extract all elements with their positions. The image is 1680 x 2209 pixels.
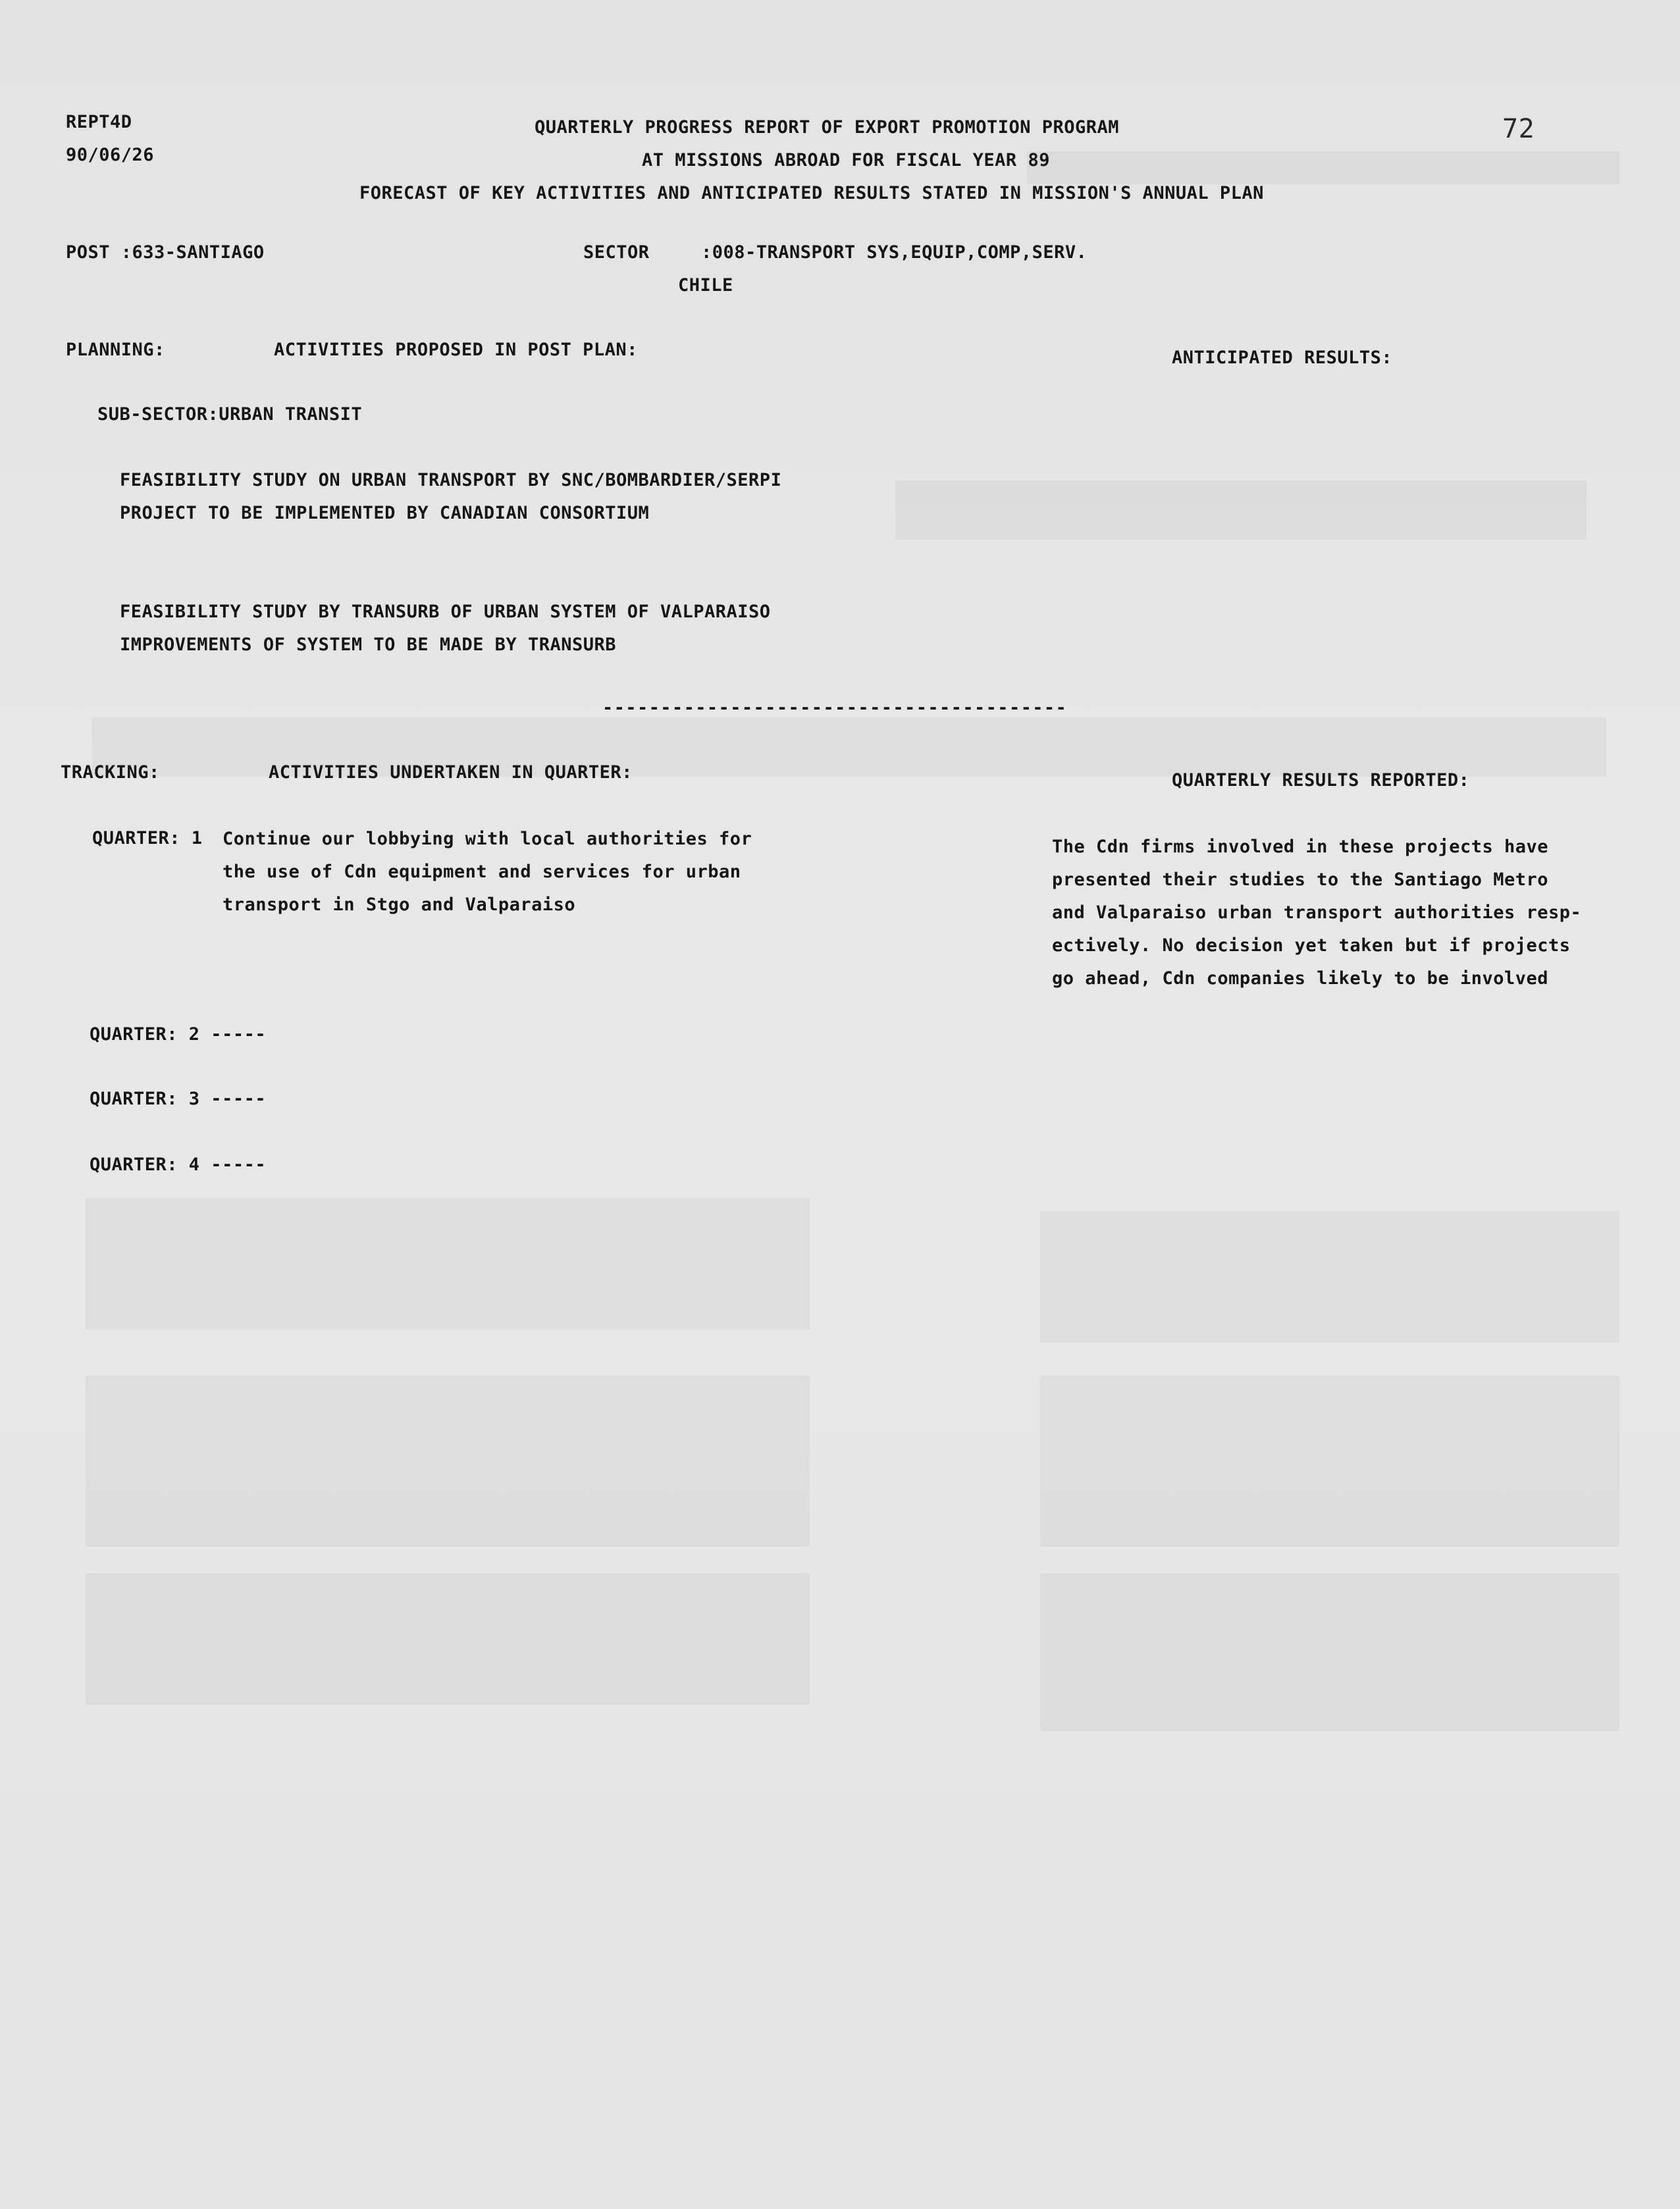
sector-value: :008-TRANSPORT SYS,EQUIP,COMP,SERV. bbox=[701, 242, 1088, 263]
quarter1-label: QUARTER: 1 bbox=[92, 828, 203, 848]
planning-activities-heading: ACTIVITIES PROPOSED IN POST PLAN: bbox=[274, 340, 638, 360]
quarter3: QUARTER: 3 ----- bbox=[90, 1089, 267, 1109]
section-divider: ---------------------------------------- bbox=[602, 698, 1068, 718]
planning-item1-line2: PROJECT TO BE IMPLEMENTED BY CANADIAN CONSORTIUM bbox=[120, 503, 650, 523]
anticipated-results-heading: ANTICIPATED RESULTS: bbox=[1172, 348, 1393, 368]
tracking-label: TRACKING: bbox=[61, 762, 160, 783]
sector-label: SECTOR bbox=[583, 242, 650, 263]
report-title-line3: FORECAST OF KEY ACTIVITIES AND ANTICIPATED RESULTS STATED IN MISSION'S ANNUAL PLAN bbox=[359, 183, 1264, 203]
planning-item1-line1: FEASIBILITY STUDY ON URBAN TRANSPORT BY SNC/BOMBARDIER/SERPI bbox=[120, 470, 782, 490]
bleed-through-mark bbox=[1040, 1211, 1619, 1343]
bleed-through-mark bbox=[895, 481, 1587, 540]
country: CHILE bbox=[678, 275, 733, 296]
quarterly-results-heading: QUARTERLY RESULTS REPORTED: bbox=[1172, 770, 1470, 791]
planning-item2-line1: FEASIBILITY STUDY BY TRANSURB OF URBAN SYSTEM OF VALPARAISO bbox=[120, 602, 771, 622]
report-title-line1: QUARTERLY PROGRESS REPORT OF EXPORT PROMOTION PROGRAM bbox=[535, 117, 1120, 138]
quarter1-result: The Cdn firms involved in these projects have presented their studies to the Santiago Metro and Valparaiso urban transport authorities resp- ectively. No decision yet taken but if projects go ahead, Cdn companies likely to be involved bbox=[1052, 837, 1582, 989]
bleed-through-mark bbox=[86, 1573, 810, 1705]
bleed-through-mark bbox=[1027, 151, 1619, 184]
subsector: SUB-SECTOR:URBAN TRANSIT bbox=[97, 404, 363, 425]
bleed-through-mark bbox=[1040, 1376, 1619, 1547]
planning-label: PLANNING: bbox=[66, 340, 165, 360]
quarter2: QUARTER: 2 ----- bbox=[90, 1024, 267, 1045]
tracking-activities-heading: ACTIVITIES UNDERTAKEN IN QUARTER: bbox=[269, 762, 633, 783]
page-number: 72 bbox=[1502, 114, 1535, 144]
quarter1-activity: Continue our lobbying with local authorities for the use of Cdn equipment and services for urban transport in Stgo and Valparaiso bbox=[223, 829, 752, 915]
planning-item2-line2: IMPROVEMENTS OF SYSTEM TO BE MADE BY TRANSURB bbox=[120, 635, 616, 655]
report-title-line2: AT MISSIONS ABROAD FOR FISCAL YEAR 89 bbox=[642, 150, 1050, 170]
bleed-through-mark bbox=[1040, 1573, 1619, 1731]
quarter4: QUARTER: 4 ----- bbox=[90, 1155, 267, 1175]
post-label: POST :633-SANTIAGO bbox=[66, 242, 265, 263]
bleed-through-mark bbox=[86, 1376, 810, 1547]
bleed-through-mark bbox=[86, 1198, 810, 1330]
report-id: REPT4D bbox=[66, 112, 132, 132]
report-date: 90/06/26 bbox=[66, 145, 155, 165]
